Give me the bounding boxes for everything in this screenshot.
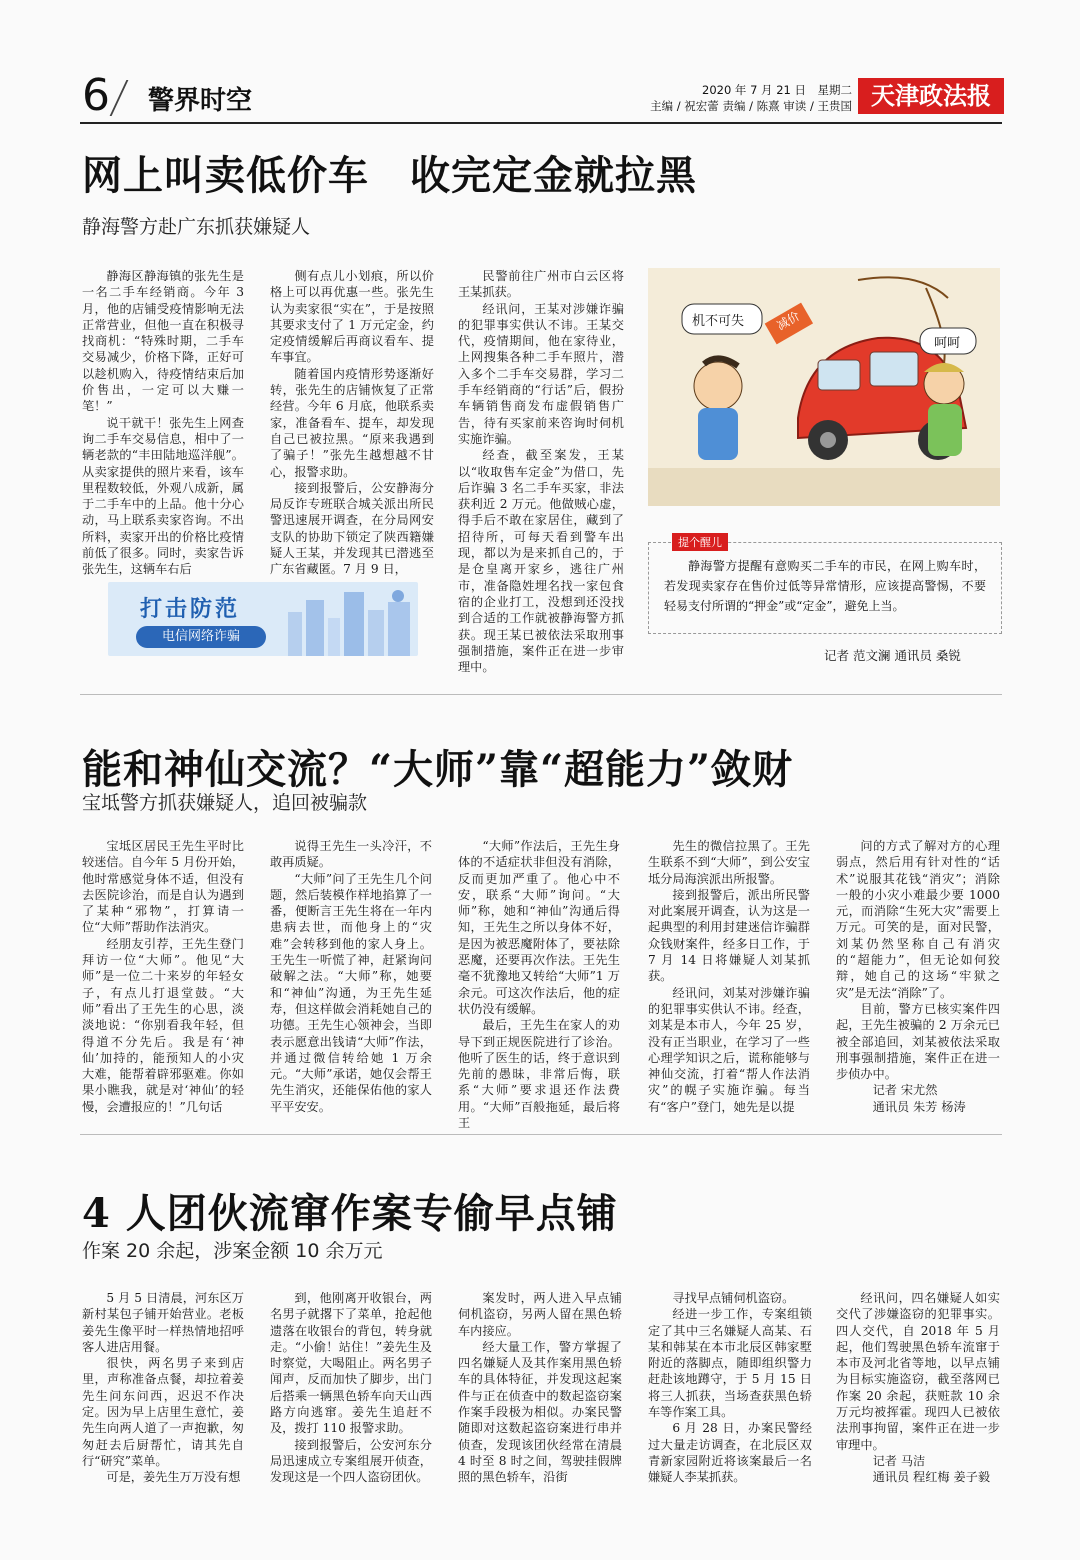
article1-col2 (270, 268, 434, 577)
cartoon-bubble-left: 机不可失 (692, 314, 745, 329)
paragraph: 接到报警后，派出所民警对此案展开调查，认为这是一起典型的利用封建迷信诈骗群众钱财案件，经多日工作，于 7 月 14 日将嫌疑人刘某抓获。 (648, 887, 810, 984)
article3-col3 (458, 1290, 622, 1508)
paragraph: 民警前往广州市白云区将王某抓获。 (458, 269, 624, 300)
paragraph: 随着国内疫情形势逐渐好转，张先生的店铺恢复了正常经营。今年 6 月底，他联系卖家，准备看车、提车，却发现自己已被拉黑。“原来我遇到了骗子！”张先生越想越不甘心，报警求助。 (270, 366, 434, 479)
masthead-info (600, 82, 852, 114)
paragraph: 最后，王先生在家人的劝导下到正规医院进行了诊治。他听了医生的话，终于意识到先前的愚昧，非常后悔，联系“大师”要求退还作法费用。“大师”百般拖延，最后将王 (458, 1018, 620, 1131)
article1-credit: 记者 范文澜 通讯员 桑锐 (824, 648, 961, 663)
paragraph: 经大量工作，警方掌握了四名嫌疑人及其作案用黑色轿车的具体特征，并发现这起案件与正在侦查中的数起盗窃案作案手段极为相似。办案民警随即对这数起盗窃案进行串并侦查，发现该团伙经常在清晨 4 时至 8 时之间，驾驶挂假牌照的黑色轿车，沿街 (458, 1339, 622, 1485)
paragraph: 很快，两名男子来到店里，声称准备点餐，却拉着姜先生问东问西，迟迟不作决定。因为早上店里生意忙，姜先生向两人道了一声抱歉，匆匆赶去后厨帮忙，请其先自行“研究”菜单。 (82, 1356, 244, 1468)
section-divider (110, 80, 129, 116)
reporter-credit: 记者 马洁 (872, 1453, 926, 1468)
article1-col1 (82, 268, 244, 577)
correspondent-credit: 通讯员 程红梅 姜子毅 (872, 1470, 991, 1485)
article-divider (80, 1134, 1002, 1135)
article2-col2 (270, 838, 432, 1114)
paragraph: 侧有点儿小划痕，所以价格上可以再优惠一些。张先生认为卖家很“实在”，于是按照其要求支付了 1 万元定金，约定疫情缓解后再商议看车、提车事宜。 (270, 269, 434, 365)
tip-text (664, 556, 986, 616)
article1-col3 (458, 268, 624, 675)
article3-col2 (270, 1290, 432, 1508)
article2-col4 (648, 838, 810, 1114)
editors-line: 主编 / 祝宏蕾 责编 / 陈熹 审读 / 王贵国 (650, 99, 852, 113)
article2-col5 (836, 838, 1000, 1114)
cartoon-illustration (648, 268, 1000, 506)
paragraph: 接到报警后，公安静海分局反诈专班联合城关派出所民警迅速展开调查，在分局网安支队的协助下锁定了陕西籍嫌疑人王某，并发现其已潜逃至广东省藏匿。7 月 9 日， (270, 480, 434, 577)
paragraph: 静海区静海镇的张先生是一名二手车经销商。今年 3 月，他的店铺受疫情影响无法正常营业，但他一直在积极寻找商机：“特殊时期，二手车交易减少，价格下降，正好可以趁机购入，待疫情结束后加价售出，一定可以大赚一笔！” (82, 269, 244, 414)
article-divider (80, 694, 1002, 695)
article3-col4 (648, 1290, 812, 1508)
paragraph: 接到报警后，公安河东分局迅速成立专案组展开侦查，发现这是一个四人盗窃团伙。 (270, 1437, 432, 1485)
paragraph: 宝坻区居民王先生平时比较迷信。自今年 5 月份开始，他时常感觉身体不适，但没有去医院诊治，而是自认为遇到了某种“邪物”，打算请一位“大师”帮助作法消灾。 (82, 839, 244, 935)
reporter-credit: 记者 宋尤然 (872, 1083, 938, 1098)
tip-paragraph: 静海警方提醒有意购买二手车的市民，在网上购车时，若发现卖家存在售价过低等异常情形，应该提高警惕，不要轻易支付所谓的“押金”或“定金”，避免上当。 (664, 559, 986, 613)
article2-subhead: 宝坻警方抓获嫌疑人，追回被骗款 (82, 792, 368, 814)
banner-subtitle: 电信网络诈骗 (136, 626, 266, 648)
banner-title: 打击防范 (140, 597, 241, 622)
correspondent-credit: 通讯员 朱芳 杨涛 (872, 1099, 966, 1114)
paragraph: 经讯问，四名嫌疑人如实交代了涉嫌盗窃的犯罪事实。四人交代，自 2018 年 5 月起，他们驾驶黑色轿车流窜于本市及河北省等地，以早点铺为目标实施盗窃，截至落网已作案 20 余起，获赃款 10 余万元均被挥霍。现四人已被依法刑事拘留，案件正在进一步审理中。 (836, 1291, 1000, 1452)
date-line: 2020 年 7 月 21 日 星期二 (702, 83, 852, 97)
paragraph: 可是，姜先生万万没有想 (106, 1470, 241, 1485)
article1-subhead: 静海警方赴广东抓获嫌疑人 (82, 216, 311, 238)
paragraph: 经讯问，王某对涉嫌诈骗的犯罪事实供认不讳。王某交代，疫情期间，他在家待业，上网搜集各种二手车照片，潜入多个二手车交易群，学习二手车经销商的“行话”后，假扮车辆销售商发布虚假销售广告，待有买家前来咨询时伺机实施诈骗。 (458, 301, 624, 446)
paragraph: 5 月 5 日清晨，河东区万新村某包子铺开始营业。老板姜先生像平时一样热情地招呼客人进店用餐。 (82, 1291, 244, 1354)
section-title: 警界时空 (148, 86, 253, 116)
article3-col1 (82, 1290, 244, 1508)
article1-headline: 网上叫卖低价车 收完定金就拉黑 (82, 152, 697, 199)
cartoon-bubble-right: 呵呵 (934, 336, 961, 351)
fraud-cartoon (648, 268, 1000, 506)
tip-label: 提个醒儿 (672, 533, 728, 551)
masthead-rule (80, 122, 1002, 124)
paragraph: 到，他刚离开收银台，两名男子就撂下了菜单，抢起他遗落在收银台的背包，转身就走。“小偷！站住！”姜先生及时察觉，大喝阻止。两名男子闻声，反而加快了脚步，出门后搭乘一辆黑色轿车向天山西路方向逃窜。姜先生追赶不及，拨打 110 报警求助。 (270, 1291, 432, 1436)
paragraph: 经朋友引荐，王先生登门拜访一位“大师”。他见“大师”是一位二十来岁的年轻女子，有点儿打退堂鼓。“大师”看出了王先生的心思，淡淡地说：“你别看我年轻，但得道不分先后。我是有‘神仙’加持的，能预知人的小灾大难，能帮着辟邪驱难。你如果小瞧我，就是对‘神仙’的轻慢，会遭报应的！”几句话 (82, 936, 244, 1114)
paragraph: 经进一步工作，专案组锁定了其中三名嫌疑人高某、石某和韩某在本市北辰区韩家墅附近的落脚点，随即组织警力赶赴该地蹲守，于 5 月 15 日将三人抓获，当场查获黑色轿车等作案工具。 (648, 1307, 812, 1420)
article2-headline: 能和神仙交流？“大师”靠“超能力”敛财 (82, 746, 794, 793)
page-number: 6 (82, 70, 110, 121)
article2-col1 (82, 838, 244, 1114)
article3-col5 (836, 1290, 1000, 1508)
paragraph: 先生的微信拉黑了。王先生联系不到“大师”，到公安宝坻分局海滨派出所报警。 (648, 839, 810, 886)
paragraph: 6 月 28 日，办案民警经过大量走访调查，在北辰区双青新家园附近将该案最后一名嫌疑人李某抓获。 (648, 1421, 812, 1485)
article3-headline: 4 人团伙流窜作案专偷早点铺 (82, 1190, 618, 1237)
article3-subhead: 作案 20 余起，涉案金额 10 余万元 (82, 1240, 383, 1262)
paragraph: “大师”问了王先生几个问题，然后装模作样地掐算了一番，便断言王先生将在一年内患病去世，而他身上的“灾难”会转移到他的家人身上。王先生一听慌了神，赶紧询问破解之法。“大师”称，她要和“神仙”沟通，为王先生延寿，但这样做会消耗她自己的功德。王先生心领神会，当即表示愿意出钱请“大师”作法，并通过微信转给她 1 万余元。“大师”承诺，她仅会帮王先生消灾，还能保佑他的家人平平安安。 (270, 871, 432, 1114)
paragraph: 说得王先生一头冷汗，不敢再质疑。 (270, 839, 432, 870)
paragraph: 寻找早点铺伺机盗窃。 (672, 1291, 795, 1305)
paragraph: “大师”作法后，王先生身体的不适症状非但没有消除，反而更加严重了。他心中不安，联系“大师”询问。“大师”称，她和“神仙”沟通后得知，王先生之所以身体不好，是因为被恶魔附体了，要祛除恶魔，还要再次作法。王先生毫不犹豫地又转给“大师”1 万余元。可这次作法后，他的症状仍没有缓解。 (458, 839, 620, 1016)
paragraph: 说干就干！张先生上网查询二手车交易信息，相中了一辆老款的“丰田陆地巡洋舰”。从卖家提供的照片来看，该车里程数较低，外观八成新，属于二手车中的上品。他十分心动，马上联系卖家咨询。不出所料，卖家开出的价格比疫情前低了很多。同时，卖家告诉张先生，这辆车右后 (82, 415, 244, 577)
paragraph: 经查，截至案发，王某以“收取售车定金”为借口，先后诈骗 3 名二手车买家，非法获利近 2 万元。他做贼心虚，得手后不敢在家居住，藏到了招待所，可每天看到警车出现，都以为是来抓自己的，于是仓皇离开家乡，逃往广州市，准备隐姓埋名找一家包食宿的企业打工，没想到还没找到合适的工作就被静海警方抓获。现王某已被依法采取刑事强制措施，案件正在进一步审理中。 (458, 448, 624, 675)
paragraph: 案发时，两人进入早点铺伺机盗窃，另两人留在黑色轿车内接应。 (458, 1291, 622, 1338)
paragraph: 目前，警方已核实案件四起，王先生被骗的 2 万余元已被全部追回，刘某被依法采取刑事强制措施，案件正在进一步侦办中。 (836, 1001, 1000, 1082)
cartoon-price-tag: 减价 (774, 308, 803, 333)
paragraph: 问的方式了解对方的心理弱点，然后用有针对性的“话术”说服其花钱“消灾”；消除一般的小灾小难最少要 1000 元，而消除“生死大灾”需要上万元。可笑的是，面对民警，刘某仍然坚称自己有消灾的“超能力”，但无论如何狡辩，她自己的这场“牢狱之灾”是无法“消除”了。 (836, 839, 1000, 1000)
newspaper-logo: 天津政法报 (858, 78, 1004, 114)
article2-col3 (458, 838, 620, 1131)
paragraph: 经讯问，刘某对涉嫌诈骗的犯罪事实供认不讳。经查，刘某是本市人，今年 25 岁，没有正当职业，在学习了一些心理学知识之后，谎称能够与神仙交流，打着“帮人作法消灾”的幌子实施诈骗。每当有“客户”登门，她先是以提 (648, 985, 810, 1114)
